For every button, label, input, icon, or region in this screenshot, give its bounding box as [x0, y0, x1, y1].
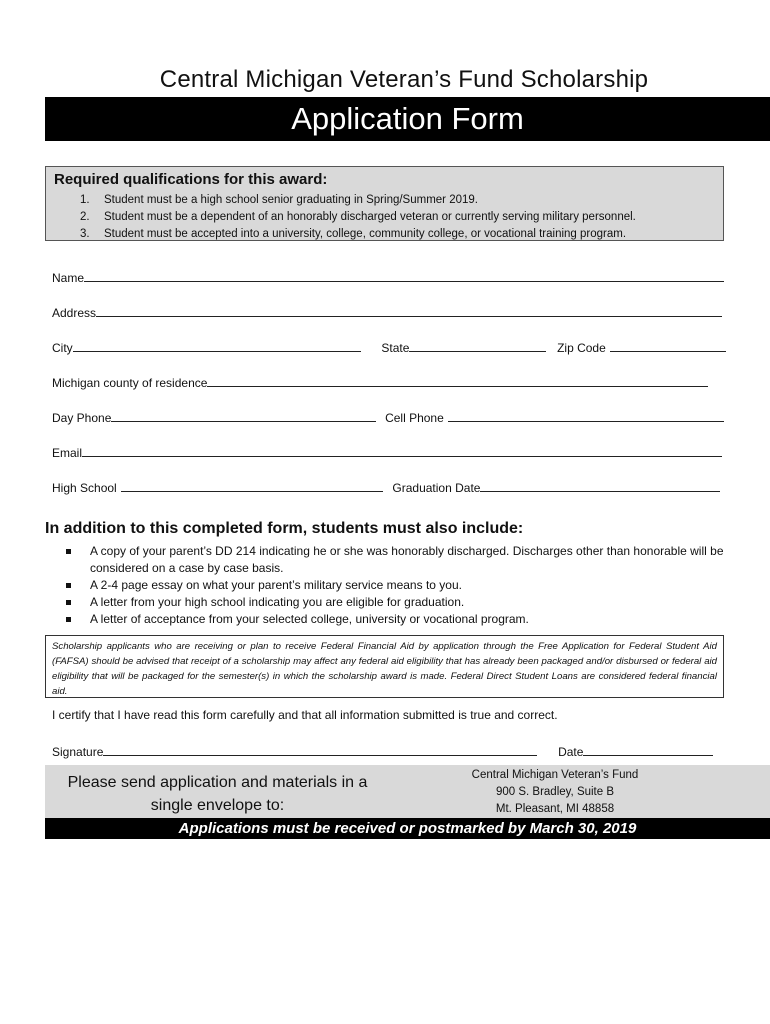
address-street: 900 S. Bradley, Suite B	[495, 786, 615, 798]
application-form-banner: Application Form	[45, 97, 770, 141]
address-org: Central Michigan Veteran’s Fund	[471, 769, 639, 781]
phone-row	[52, 409, 724, 425]
list-item-text: A letter from your high school indicating you are eligible for graduation.	[90, 595, 465, 609]
address-city: Mt. Pleasant, MI 48858	[495, 803, 615, 815]
day-phone-label: Day Phone	[52, 411, 112, 425]
mailing-address	[440, 767, 670, 818]
list-item	[66, 594, 726, 611]
qualification-number: 3.	[80, 228, 90, 240]
state-field[interactable]	[409, 339, 546, 352]
name-field[interactable]	[84, 269, 724, 282]
qualification-text: Student must be a dependent of an honorably discharged veteran or currently serving military personnel.	[104, 211, 636, 223]
signature-row	[52, 743, 713, 759]
list-item-text: A letter of acceptance from your selected college, university or vocational program.	[90, 612, 529, 626]
city-state-zip-row	[52, 339, 726, 355]
name-field-row	[52, 269, 724, 285]
cell-phone-field[interactable]	[448, 409, 724, 422]
address-field[interactable]	[96, 304, 722, 317]
qualifications-box	[45, 166, 724, 241]
graduation-date-label: Graduation Date	[392, 481, 481, 495]
qualification-item	[80, 209, 636, 226]
signature-label: Signature	[52, 745, 104, 759]
financial-aid-notice: Scholarship applicants who are receiving or plan to receive Federal Financial Aid by application through the Free Application for Federal Student Aid (FAFSA) should be advised that receipt of a scholarship may affect any federal aid eligibility that has already been packaged and/or disbursed or federal aid eligibility that will be packaged for the semester(s) in which the scholarship award is made. Federal Direct Student Loans are considered federal financial aid.	[45, 635, 724, 698]
zip-field[interactable]	[610, 339, 726, 352]
date-field[interactable]	[583, 743, 713, 756]
signature-field[interactable]	[103, 743, 537, 756]
certification-statement: I certify that I have read this form carefully and that all information submitted is true and correct.	[52, 708, 558, 722]
form-title: Central Michigan Veteran’s Fund Scholarship	[159, 66, 649, 93]
also-include-list	[66, 543, 726, 628]
bullet-icon	[66, 583, 71, 588]
qualification-item	[80, 226, 636, 243]
email-field[interactable]	[82, 444, 722, 457]
qualification-text: Student must be accepted into a university, college, community college, or vocational training program.	[104, 228, 627, 240]
qualification-number: 2.	[80, 211, 90, 223]
city-field[interactable]	[73, 339, 361, 352]
date-label: Date	[558, 745, 584, 759]
list-item-text: A copy of your parent’s DD 214 indicating he or she was honorably discharged. Discharges other than honorable will be considered on a case by case basis.	[90, 544, 724, 575]
mailing-instructions-box	[45, 765, 770, 818]
qualifications-list	[80, 192, 636, 243]
day-phone-field[interactable]	[111, 409, 376, 422]
address-field-row	[52, 304, 722, 320]
bullet-icon	[66, 617, 71, 622]
deadline-text: Applications must be received or postmarked by March 30, 2019	[178, 820, 637, 837]
email-label: Email	[52, 446, 83, 460]
mailing-instruction-line: Please send application and materials in a	[67, 774, 368, 791]
qualification-text: Student must be a high school senior graduating in Spring/Summer 2019.	[104, 194, 478, 206]
qualification-number: 1.	[80, 194, 90, 206]
cell-phone-label: Cell Phone	[385, 411, 444, 425]
zip-label: Zip Code	[557, 341, 606, 355]
also-include-heading: In addition to this completed form, students must also include:	[45, 520, 524, 537]
qualification-item	[80, 192, 636, 209]
list-item	[66, 611, 726, 628]
list-item-text: A 2-4 page essay on what your parent’s military service means to you.	[90, 578, 462, 592]
email-field-row	[52, 444, 722, 460]
high-school-label: High School	[52, 481, 117, 495]
qualifications-title: Required qualifications for this award:	[54, 171, 328, 188]
list-item	[66, 577, 726, 594]
school-row	[52, 479, 720, 495]
mailing-instructions	[45, 771, 390, 817]
address-label: Address	[52, 306, 97, 320]
county-label: Michigan county of residence	[52, 376, 208, 390]
mailing-instruction-line: single envelope to:	[150, 797, 285, 814]
city-label: City	[52, 341, 73, 355]
bullet-icon	[66, 600, 71, 605]
county-field-row	[52, 374, 708, 390]
state-label: State	[381, 341, 410, 355]
list-item	[66, 543, 726, 577]
deadline-banner	[45, 818, 770, 839]
county-field[interactable]	[207, 374, 708, 387]
name-label: Name	[52, 271, 85, 285]
high-school-field[interactable]	[121, 479, 383, 492]
bullet-icon	[66, 549, 71, 554]
graduation-date-field[interactable]	[480, 479, 720, 492]
